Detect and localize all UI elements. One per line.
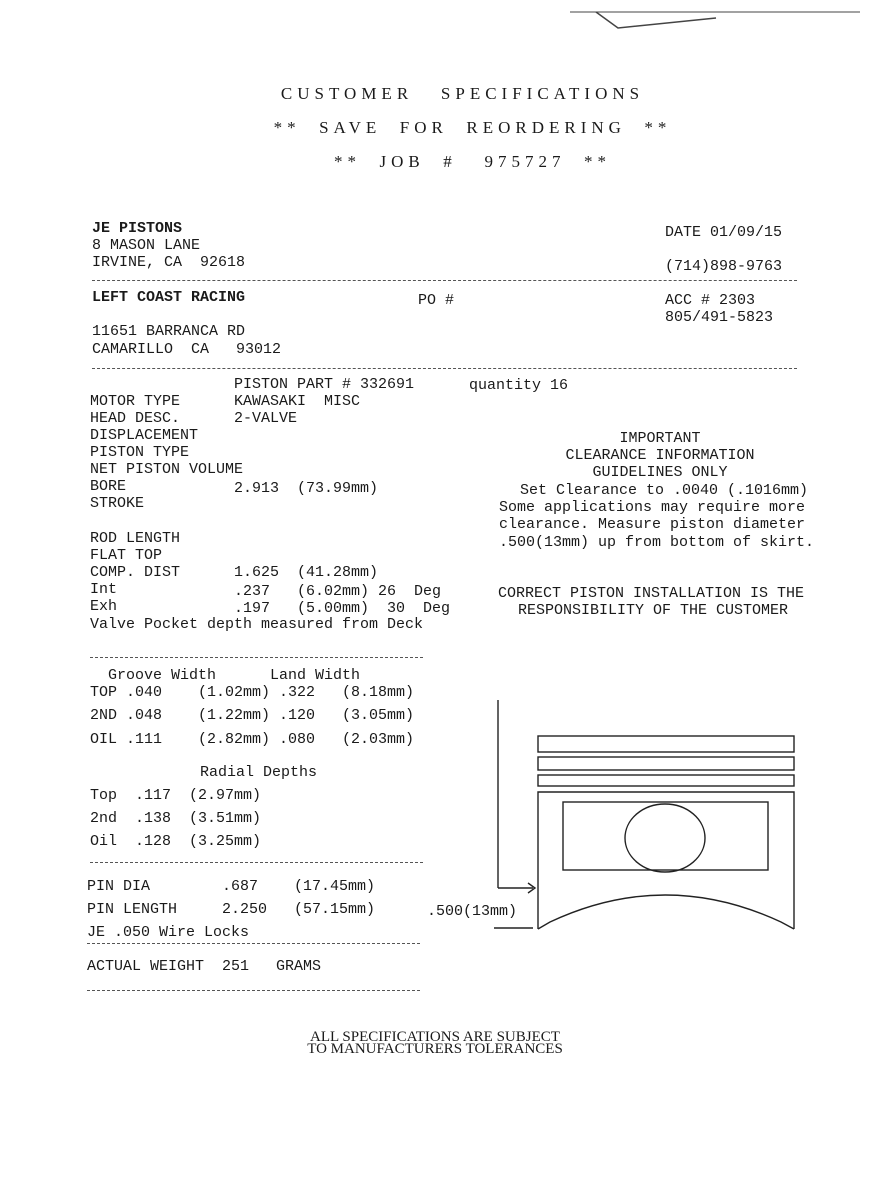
stroke-label: STROKE [90,495,145,512]
displacement-label: DISPLACEMENT [90,427,199,444]
customer-name: LEFT COAST RACING [92,289,246,306]
rings-header: Groove Width Land Width [108,667,361,684]
customer-address1: 11651 BARRANCA RD [92,323,246,340]
bore-label: BORE [90,478,127,495]
ring-row-top: TOP .040 (1.02mm) .322 (8.18mm) [90,684,415,701]
bore-value: 2.913 (73.99mm) [234,480,379,497]
measure-arrow [494,700,535,928]
order-date: DATE 01/09/15 [665,224,783,241]
rod-length-label: ROD LENGTH [90,530,181,547]
important-line4: Set Clearance to .0040 (.1016mm) [520,482,809,499]
footer-line2: TO MANUFACTURERS TOLERANCES [307,1041,563,1057]
ring-row-oil: OIL .111 (2.82mm) .080 (2.03mm) [90,731,415,748]
important-title: IMPORTANT [619,430,701,447]
vendor-name: JE PISTONS [92,220,183,237]
radial-row-oil: Oil .128 (3.25mm) [90,833,262,850]
vendor-address2: IRVINE, CA 92618 [92,254,246,271]
head-desc-value: 2-VALVE [234,410,298,427]
motor-type-value: KAWASAKI MISC [234,393,361,410]
radial-row-2nd: 2nd .138 (3.51mm) [90,810,262,827]
piston-part-number: PISTON PART # 332691 [234,376,415,393]
ring-grooves [538,736,794,786]
header-job: ** JOB # 975727 ** [334,152,611,171]
pin-length: PIN LENGTH 2.250 (57.15mm) [87,901,376,918]
vendor-phone: (714)898-9763 [665,258,783,275]
radial-row-top: Top .117 (2.97mm) [90,787,262,804]
pin-diameter: PIN DIA .687 (17.45mm) [87,878,376,895]
actual-weight: ACTUAL WEIGHT 251 GRAMS [87,958,322,975]
net-volume-label: NET PISTON VOLUME [90,461,244,478]
quantity: quantity 16 [469,377,569,394]
important-line2: CLEARANCE INFORMATION [565,447,755,464]
vendor-address1: 8 MASON LANE [92,237,201,254]
customer-phone: 805/491-5823 [665,309,774,326]
customer-address2: CAMARILLO CA 93012 [92,341,282,358]
wire-locks: JE .050 Wire Locks [87,924,250,941]
ring-row-2nd: 2ND .048 (1.22mm) .120 (3.05mm) [90,707,415,724]
important-line5: Some applications may require more [499,499,806,516]
motor-type-label: MOTOR TYPE [90,393,181,410]
comp-dist-label: COMP. DIST [90,564,181,581]
radial-header: Radial Depths [200,764,318,781]
install-line1: CORRECT PISTON INSTALLATION IS THE [498,585,805,602]
install-line2: RESPONSIBILITY OF THE CUSTOMER [518,602,789,619]
flat-top-label: FLAT TOP [90,547,163,564]
head-desc-label: HEAD DESC. [90,410,181,427]
valve-pocket-note: Valve Pocket depth measured from Deck [90,616,424,633]
scan-mark [570,12,860,28]
account-number: ACC # 2303 [665,292,756,309]
po-label: PO # [418,292,455,309]
measure-note: .500(13mm) [427,903,518,920]
int-label: Int [90,581,118,598]
exh-value: .197 (5.00mm) 30 Deg [234,600,451,617]
header-reorder: ** SAVE FOR REORDERING ** [273,118,672,137]
piston-body [538,792,794,929]
important-line7: .500(13mm) up from bottom of skirt. [499,534,815,551]
important-line3: GUIDELINES ONLY [592,464,728,481]
important-line6: clearance. Measure piston diameter [499,516,806,533]
footer-line1: ALL SPECIFICATIONS ARE SUBJECT [310,1029,560,1045]
header-title: CUSTOMER SPECIFICATIONS [280,84,645,103]
piston-type-label: PISTON TYPE [90,444,190,461]
int-value: .237 (6.02mm) 26 Deg [234,583,442,600]
comp-dist-value: 1.625 (41.28mm) [234,564,379,581]
exh-label: Exh [90,598,118,615]
